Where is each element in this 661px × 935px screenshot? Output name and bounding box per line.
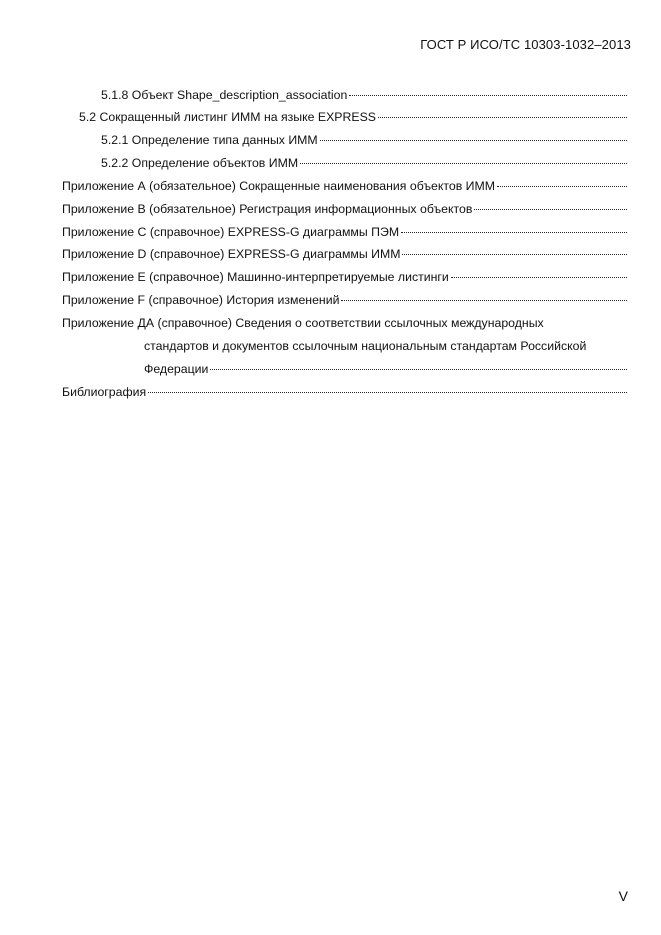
dot-leader — [300, 163, 627, 164]
toc-entry-5-2[interactable] — [79, 108, 627, 126]
page-number: V — [618, 888, 628, 904]
dot-leader — [497, 186, 627, 187]
toc-entry-appendix-e[interactable] — [62, 268, 627, 286]
dot-leader — [148, 392, 627, 393]
toc-entry-text: Приложение В (обязательное) Регистрация информационных объектов — [62, 202, 473, 216]
dot-leader — [401, 232, 627, 233]
toc-entry-5-1-8[interactable] — [101, 86, 627, 104]
toc-entry-text: Приложение D (справочное) EXPRESS-G диаграммы ИММ — [62, 247, 401, 261]
toc-entry-appendix-f[interactable] — [62, 291, 627, 309]
dot-leader — [320, 140, 627, 141]
toc-entry-appendix-da-line1[interactable]: Приложение ДА (справочное) Сведения о соответствии ссылочных международных — [62, 316, 544, 330]
toc-entry-text: 5.2 Сокращенный листинг ИММ на языке EXPRESS — [79, 110, 376, 124]
dot-leader — [349, 95, 627, 96]
dot-leader — [341, 300, 627, 301]
toc-entry-5-2-2[interactable] — [101, 154, 627, 172]
toc-entry-text: 5.2.2 Определение объектов ИММ — [101, 156, 299, 170]
dot-leader — [451, 277, 627, 278]
toc-entry-appendix-b[interactable] — [62, 200, 627, 218]
toc-entry-5-2-1[interactable] — [101, 131, 627, 149]
dot-leader — [210, 369, 627, 370]
toc-entry-text: Приложение Е (справочное) Машинно-интерпретируемые листинги — [62, 270, 449, 284]
toc-entry-appendix-d[interactable] — [62, 245, 627, 263]
toc-entry-appendix-da-line3[interactable] — [144, 360, 627, 378]
toc-entry-text: 5.1.8 Объект Shape_description_association — [101, 88, 348, 102]
dot-leader — [474, 209, 627, 210]
toc-entry-text: Библиография — [62, 385, 147, 399]
toc-entry-text: Приложение F (справочное) История изменений — [62, 293, 340, 307]
dot-leader — [402, 254, 627, 255]
toc-entry-appendix-a[interactable] — [62, 177, 627, 195]
toc-entry-appendix-c[interactable] — [62, 223, 627, 241]
toc-entry-text: Приложение С (справочное) EXPRESS-G диаграммы ПЭМ — [62, 225, 400, 239]
toc-entry-bibliography[interactable] — [62, 383, 627, 401]
toc-entry-text: Федерации — [144, 362, 209, 376]
standard-designation: ГОСТ Р ИСО/ТС 10303-1032–2013 — [420, 37, 631, 52]
toc-entry-text: Приложение А (обязательное) Сокращенные наименования объектов ИММ — [62, 179, 496, 193]
toc-entry-text: 5.2.1 Определение типа данных ИММ — [101, 133, 318, 147]
toc-entry-appendix-da-line2[interactable]: стандартов и документов ссылочным национальным стандартам Российской — [144, 339, 587, 353]
dot-leader — [378, 117, 627, 118]
